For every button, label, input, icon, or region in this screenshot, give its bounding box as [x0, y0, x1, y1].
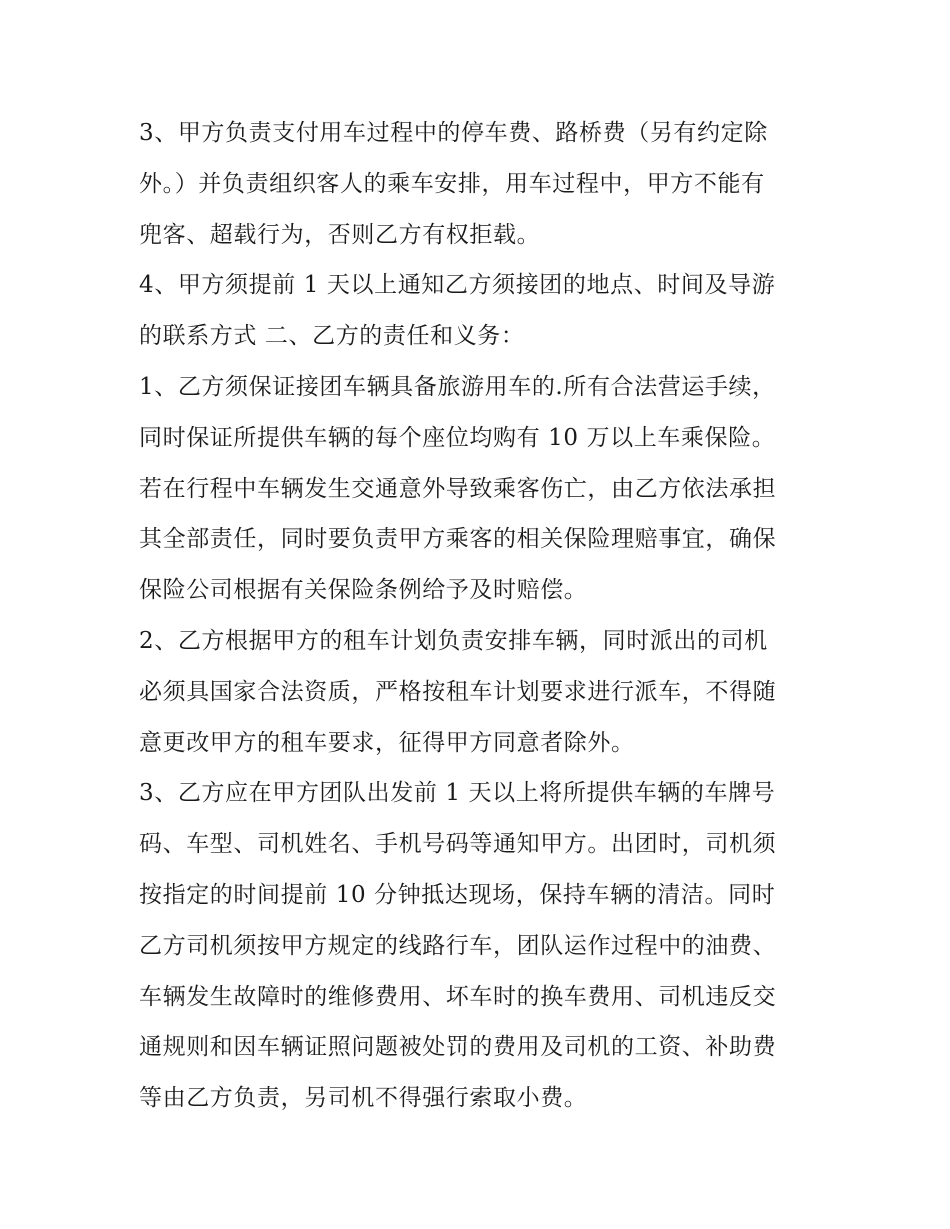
- text-line-18: 车辆发生故障时的维修费用、坏车时的换车费用、司机违反交: [139, 983, 777, 1010]
- text-line-10: 保险公司根据有关保险条例给予及时赔偿。: [139, 577, 588, 604]
- text-line-15: 码、车型、司机姓名、手机号码等通知甲方。出团时，司机须: [139, 831, 777, 858]
- text-line-13: 意更改甲方的租车要求，征得甲方同意者除外。: [139, 729, 635, 756]
- text-line-12: 必须具国家合法资质，严格按租车计划要求进行派车，不得随: [139, 678, 777, 705]
- text-line-2: 外。）并负责组织客人的乘车安排，用车过程中，甲方不能有: [139, 170, 765, 197]
- text-line-7: 同时保证所提供车辆的每个座位均购有 10 万以上车乘保险。: [139, 424, 776, 451]
- text-line-6: 1、乙方须保证接团车辆具备旅游用车的.所有合法营运手续，: [139, 373, 776, 400]
- text-line-4: 4、甲方须提前 1 天以上通知乙方须接团的地点、时间及导游: [139, 272, 776, 299]
- text-line-11: 2、乙方根据甲方的租车计划负责安排车辆，同时派出的司机: [139, 627, 768, 654]
- text-line-9: 其全部责任，同时要负责甲方乘客的相关保险理赔事宜，确保: [139, 526, 777, 553]
- document-body: [139, 108, 814, 1124]
- text-line-1: 3、甲方负责支付用车过程中的停车费、路桥费（另有约定除: [139, 120, 768, 146]
- text-line-16: 按指定的时间提前 10 分钟抵达现场，保持车辆的清洁。同时: [139, 881, 776, 908]
- text-line-20: 等由乙方负责，另司机不得强行索取小费。: [139, 1085, 588, 1112]
- text-line-19: 通规则和因车辆证照问题被处罚的费用及司机的工资、补助费: [139, 1034, 777, 1061]
- text-line-14: 3、乙方应在甲方团队出发前 1 天以上将所提供车辆的车牌号: [139, 780, 776, 807]
- text-line-17: 乙方司机须按甲方规定的线路行车，团队运作过程中的油费、: [139, 932, 777, 959]
- text-line-5: 的联系方式 二、乙方的责任和义务：: [139, 323, 525, 350]
- text-line-3: 兜客、超载行为，否则乙方有权拒载。: [139, 221, 541, 248]
- text-line-8: 若在行程中车辆发生交通意外导致乘客伤亡，由乙方依法承担: [139, 475, 777, 502]
